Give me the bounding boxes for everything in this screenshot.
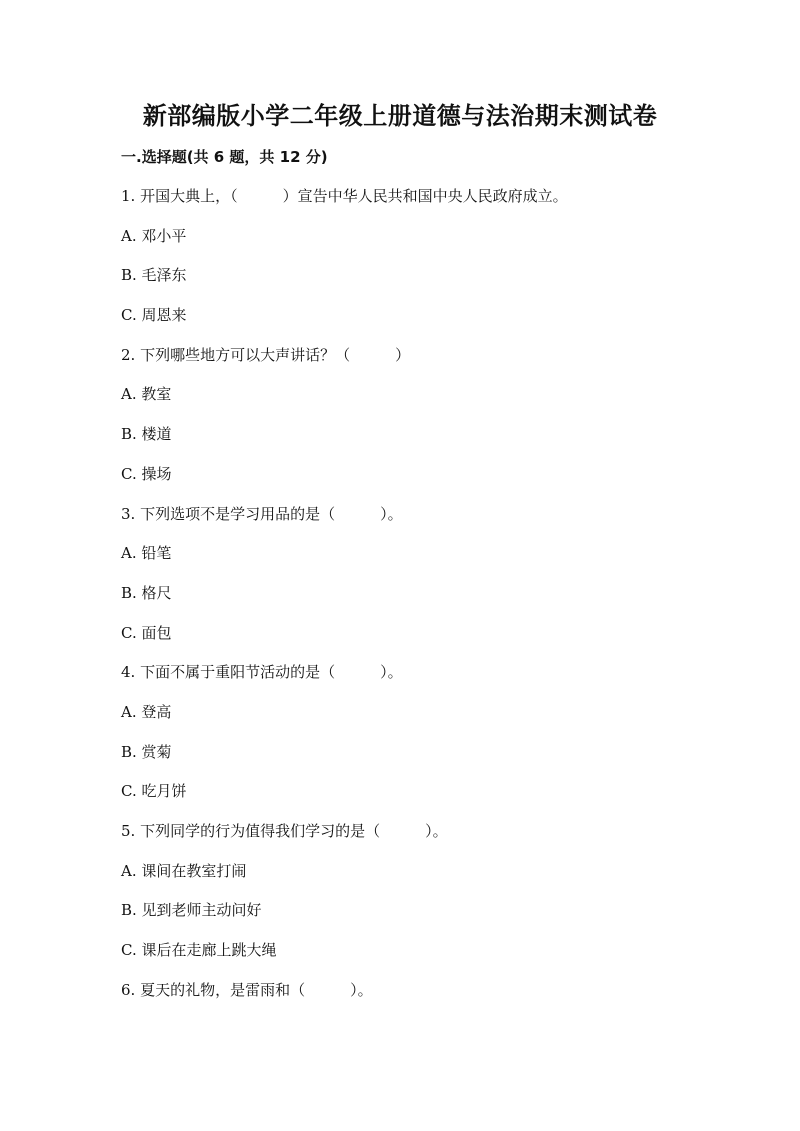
answer-option: B. 赏菊: [121, 742, 172, 761]
page-title: 新部编版小学二年级上册道德与法治期末测试卷: [142, 102, 658, 130]
answer-option: B. 见到老师主动问好: [121, 901, 262, 920]
answer-option: C. 面包: [121, 623, 172, 642]
answer-option: B. 格尺: [121, 583, 172, 602]
section-heading: 一.选择题(共 6 题，共 12 分): [121, 148, 328, 166]
answer-option: A. 邓小平: [121, 226, 187, 245]
question-stem: 1. 开国大典上，（ ）宣告中华人民共和国中央人民政府成立。: [121, 187, 568, 205]
question-section: [121, 146, 721, 1018]
question-stem: 6. 夏天的礼物，是雷雨和（ ）。: [121, 980, 373, 999]
answer-option: C. 课后在走廊上跳大绳: [121, 941, 277, 960]
answer-option: C. 周恩来: [121, 306, 187, 325]
answer-option: B. 楼道: [121, 425, 172, 444]
answer-option: A. 登高: [121, 702, 172, 721]
answer-option: A. 课间在教室打闹: [121, 861, 247, 880]
answer-option: B. 毛泽东: [121, 266, 187, 285]
answer-option: A. 教室: [121, 385, 172, 404]
question-stem: 4. 下面不属于重阳节活动的是（ ）。: [121, 663, 403, 682]
question-stem: 2. 下列哪些地方可以大声讲话？（ ）: [121, 345, 411, 364]
answer-option: C. 操场: [121, 464, 172, 483]
question-stem: 3. 下列选项不是学习用品的是（ ）。: [121, 504, 403, 523]
question-stem: 5. 下列同学的行为值得我们学习的是（ ）。: [121, 822, 448, 840]
answer-option: A. 铅笔: [121, 544, 172, 563]
answer-option: C. 吃月饼: [121, 782, 187, 801]
